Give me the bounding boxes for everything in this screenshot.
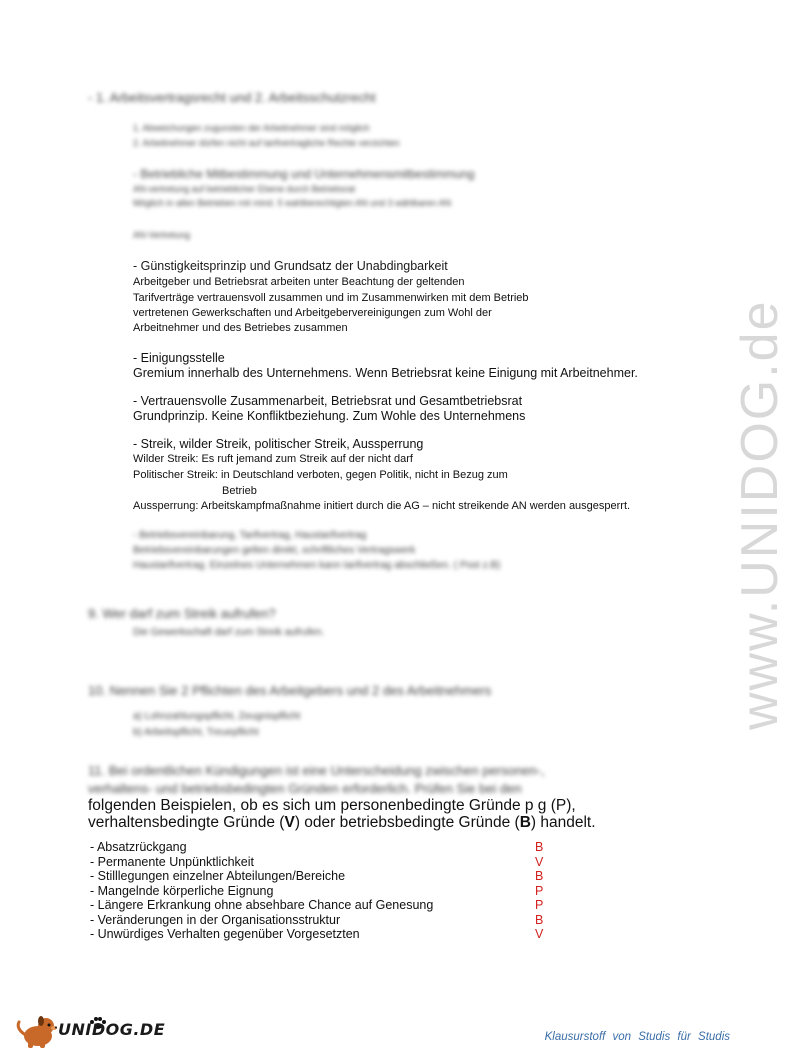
question-9: 9. Wer darf zum Streik aufrufen? bbox=[88, 606, 276, 621]
betriebsvereinbarung-line-1: Betriebsvereinbarungen gelten direkt, schriftliches Vertragswerk bbox=[133, 545, 416, 556]
question-11-line-1: 11. Bei ordentlichen Kündigungen ist eine Unterscheidung zwischen personen-, bbox=[88, 763, 545, 778]
list-item-text: - Unwürdiges Verhalten gegenüber Vorgesetzten bbox=[90, 927, 360, 941]
list-item-text: - Absatzrückgang bbox=[90, 840, 187, 854]
blurred-item-1: 1. Abweichungen zugunsten der Arbeitnehmer sind möglich bbox=[133, 123, 370, 133]
line4-b: B bbox=[519, 814, 531, 831]
section-heading-guenstigkeit: - Günstigkeitsprinzip und Grundsatz der Unabdingbarkeit bbox=[133, 259, 448, 273]
einigungsstelle-line: Gremium innerhalb des Unternehmens. Wenn Betriebsrat keine Einigung mit Arbeitnehmer. bbox=[133, 366, 638, 380]
section-heading-streik: - Streik, wilder Streik, politischer Streik, Aussperrung bbox=[133, 437, 424, 451]
list-item-code: B bbox=[535, 840, 544, 854]
list-item-code: P bbox=[535, 884, 544, 898]
betriebsvereinbarung-line-2: Haustarifvertrag. Einzelnes Unternehmen kann tarifvertrag abschließen. ( Post z.B) bbox=[133, 560, 501, 571]
line4-mid: ) oder betriebsbedingte Gründe ( bbox=[294, 814, 520, 831]
mitbestimmung-line-1: AN-vertretung auf betrieblicher Ebene durch Betriebsrat bbox=[133, 184, 356, 194]
section-heading-einigungsstelle: - Einigungsstelle bbox=[133, 351, 225, 365]
list-item-code: V bbox=[535, 927, 544, 941]
section-heading-arbeitsrecht: - 1. Arbeitsvertragsrecht und 2. Arbeitsschutzrecht bbox=[88, 90, 376, 105]
watermark bbox=[660, 299, 789, 730]
question-10: 10. Nennen Sie 2 Pflichten des Arbeitgebers und 2 des Arbeitnehmers bbox=[88, 683, 492, 698]
list-item-code: B bbox=[535, 913, 544, 927]
list-item-text: - Mangelnde körperliche Eignung bbox=[90, 884, 274, 898]
blurred-item-2: 2. Arbeitnehmer dürfen nicht auf tarifvertragliche Rechte verzichten bbox=[133, 138, 400, 148]
mitbestimmung-line-2: Möglich in allen Betrieben mit mind. 5 wahlberechtigten AN und 3 wählbaren AN bbox=[133, 198, 452, 208]
question-9-answer: Die Gewerkschaft darf zum Streik aufrufen. bbox=[133, 627, 325, 638]
footer-slogan: Klausurstoff von Studis für Studis bbox=[544, 1031, 730, 1043]
list-item-code: B bbox=[535, 869, 544, 883]
list-item-code: V bbox=[535, 855, 544, 869]
list-item-text: - Stilllegungen einzelner Abteilungen/Bereiche bbox=[90, 869, 346, 883]
question-10-answer-a: a) Lohnzahlungspflicht, Zeugnispflicht bbox=[133, 711, 301, 722]
question-10-answer-b: b) Arbeitspflicht, Treuepflicht bbox=[133, 727, 259, 738]
streik-wild-line: Wilder Streik: Es ruft jemand zum Streik auf der nicht darf bbox=[133, 453, 413, 465]
section-heading-vertrauen: - Vertrauensvolle Zusammenarbeit, Betriebsrat und Gesamtbetriebsrat bbox=[133, 394, 523, 408]
line4-v: V bbox=[284, 814, 295, 831]
guenstigkeit-line-1: Arbeitgeber und Betriebsrat arbeiten unter Beachtung der geltenden bbox=[133, 276, 465, 288]
guenstigkeit-line-2: Tarifverträge vertrauensvoll zusammen und im Zusammenwirken mit dem Betrieb bbox=[133, 292, 529, 304]
an-vertretung-label: AN-Vertretung bbox=[133, 230, 191, 240]
list-item-text: - Permanente Unpünktlichkeit bbox=[90, 855, 254, 869]
question-11-line-4 bbox=[88, 814, 596, 832]
vertrauen-line: Grundprinzip. Keine Konfliktbeziehung. Zum Wohle des Unternehmens bbox=[133, 409, 526, 423]
watermark-text: www.UNIDOG.de bbox=[731, 299, 789, 730]
section-heading-mitbestimmung: - Betriebliche Mitbestimmung und Unternehmensmitbestimmung bbox=[133, 167, 475, 181]
list-item-text: - Veränderungen in der Organisationsstruktur bbox=[90, 913, 341, 927]
section-heading-betriebsvereinbarung: - Betriebsvereinbarung, Tarifvertrag, Haustarifvertrag bbox=[133, 530, 367, 541]
list-item-text: - Längere Erkrankung ohne absehbare Chance auf Genesung bbox=[90, 898, 434, 912]
logo-text: UNIDOG.DE bbox=[58, 1020, 166, 1039]
line4-suffix: ) handelt. bbox=[530, 814, 596, 831]
question-11-line-3: folgenden Beispielen, ob es sich um personenbedingte Gründe p g (P), bbox=[88, 797, 576, 814]
line4-prefix: verhaltensbedingte Gründe ( bbox=[88, 814, 285, 831]
guenstigkeit-line-3: vertretenen Gewerkschaften und Arbeitgebervereinigungen zum Wohl der bbox=[133, 307, 492, 319]
list-item-code: P bbox=[535, 898, 544, 912]
streik-politisch-continuation: Betrieb bbox=[222, 485, 257, 497]
streik-politisch-line: Politischer Streik: in Deutschland verboten, gegen Politik, nicht in Bezug zum bbox=[133, 469, 508, 481]
question-11-line-2: verhaltens- und betriebsbedingten Gründen erforderlich. Prüfen Sie bei den bbox=[88, 781, 522, 796]
aussperrung-line: Aussperrung: Arbeitskampfmaßnahme initiert durch die AG – nicht streikende AN werden ausgesperrt. bbox=[133, 500, 631, 512]
guenstigkeit-line-4: Arbeitnehmer und des Betriebes zusammen bbox=[133, 322, 348, 334]
